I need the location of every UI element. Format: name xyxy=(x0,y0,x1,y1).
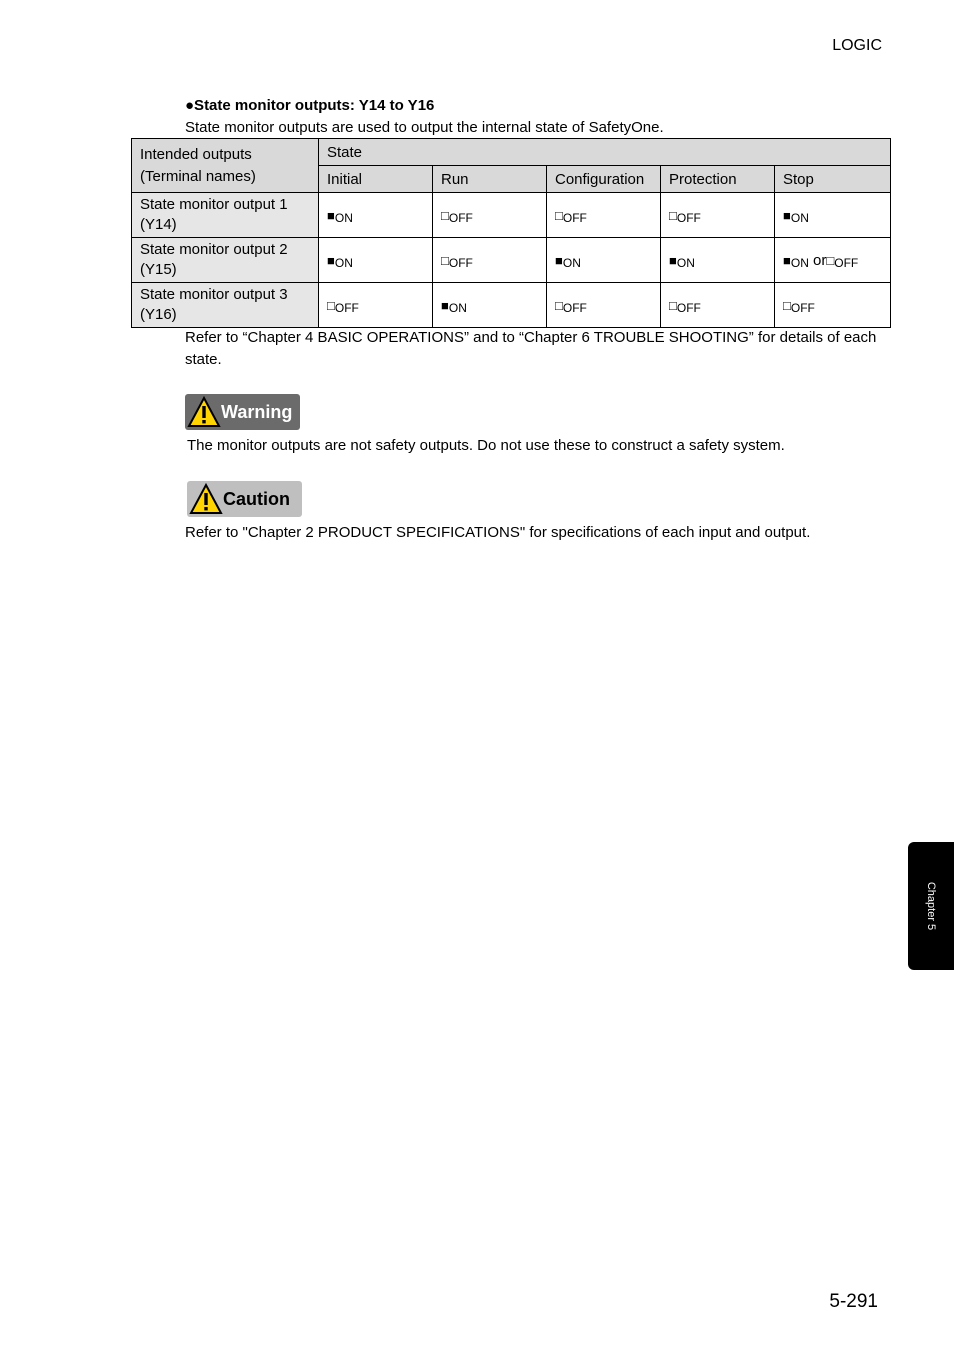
state-symbol: ■ xyxy=(441,297,449,313)
intro-text: State monitor outputs are used to output the internal state of SafetyOne. xyxy=(185,119,664,136)
state-symbol: □ xyxy=(441,207,449,223)
state-value: ON xyxy=(334,255,353,270)
state-value: OFF xyxy=(562,300,587,315)
warning-text: The monitor outputs are not safety outputs. Do not use these to construct a safety system. xyxy=(187,437,785,454)
page-number: 5-291 xyxy=(829,1291,878,1312)
table-row xyxy=(132,283,891,328)
row-label-line-1: State monitor output 3 xyxy=(140,286,288,303)
state-cell xyxy=(433,283,547,328)
state-cell xyxy=(547,283,661,328)
table-row xyxy=(132,193,891,238)
row-label-line-1: State monitor output 1 xyxy=(140,196,288,213)
row-label-line-2: (Y15) xyxy=(140,261,177,278)
state-cell xyxy=(661,193,775,238)
row-label-line-2: (Y16) xyxy=(140,306,177,323)
state-value: ON xyxy=(562,255,581,270)
state-cell xyxy=(661,238,775,283)
state-monitor-table xyxy=(131,138,891,328)
column-header-protection: Protection xyxy=(661,166,775,193)
state-symbol: ■ xyxy=(783,252,791,268)
row-label xyxy=(132,193,319,238)
state-symbol: ■ xyxy=(669,252,677,268)
row-label xyxy=(132,238,319,283)
state-value: OFF xyxy=(676,300,701,315)
row-header-line-1: Intended outputs xyxy=(140,145,252,163)
column-header-initial: Initial xyxy=(319,166,433,193)
state-value: OFF xyxy=(448,255,473,270)
state-symbol: ■ xyxy=(783,207,791,223)
state-value: ON xyxy=(334,210,353,225)
state-symbol: □ xyxy=(441,252,449,268)
state-cell xyxy=(319,193,433,238)
section-title: ●State monitor outputs: Y14 to Y16 xyxy=(185,97,435,114)
refer-text: Refer to “Chapter 4 BASIC OPERATIONS” and to “Chapter 6 TROUBLE SHOOTING” for details of each state. xyxy=(185,329,877,368)
state-value: ON xyxy=(790,210,809,225)
caution-badge xyxy=(187,481,302,517)
warning-label: Warning xyxy=(221,401,293,422)
state-cell xyxy=(319,238,433,283)
state-symbol: □ xyxy=(669,297,677,313)
column-header-stop: Stop xyxy=(775,166,891,193)
state-symbol: □ xyxy=(826,252,835,268)
row-label xyxy=(132,283,319,328)
state-cell xyxy=(661,283,775,328)
chapter-tab-label: Chapter 5 xyxy=(925,881,937,931)
caution-label: Caution xyxy=(223,488,290,509)
caution-triangle-icon xyxy=(189,483,223,515)
state-cell xyxy=(547,193,661,238)
state-cell xyxy=(547,238,661,283)
state-symbol: □ xyxy=(327,297,335,313)
row-header-line-2: (Terminal names) xyxy=(140,167,256,185)
chapter-tab[interactable] xyxy=(908,842,954,970)
state-cell xyxy=(433,238,547,283)
state-symbol: □ xyxy=(555,207,563,223)
row-label-line-1: State monitor output 2 xyxy=(140,241,288,258)
state-group-header: State xyxy=(319,139,891,166)
warning-triangle-icon xyxy=(187,396,221,428)
column-header-configuration: Configuration xyxy=(547,166,661,193)
state-value: ON xyxy=(448,300,467,315)
row-header-cell xyxy=(132,139,319,193)
state-cell xyxy=(775,283,891,328)
caution-text: Refer to "Chapter 2 PRODUCT SPECIFICATIONS" for specifications of each input and output. xyxy=(185,524,811,541)
state-symbol: □ xyxy=(669,207,677,223)
state-value: OFF xyxy=(334,300,359,315)
state-symbol: ■ xyxy=(555,252,563,268)
state-symbol: □ xyxy=(555,297,563,313)
warning-badge xyxy=(185,394,300,430)
state-cell xyxy=(775,238,891,283)
column-header-run: Run xyxy=(433,166,547,193)
state-value: ON xyxy=(790,255,809,270)
state-value: OFF xyxy=(790,300,815,315)
state-value: OFF xyxy=(834,255,859,270)
state-symbol: ■ xyxy=(327,252,335,268)
state-value: OFF xyxy=(562,210,587,225)
state-symbol: □ xyxy=(783,297,791,313)
state-cell xyxy=(433,193,547,238)
state-cell xyxy=(319,283,433,328)
state-value: ON xyxy=(676,255,695,270)
state-cell xyxy=(775,193,891,238)
state-value: OFF xyxy=(676,210,701,225)
table-row xyxy=(132,238,891,283)
or-text: or xyxy=(808,251,827,269)
section-header: LOGIC xyxy=(832,37,882,54)
state-value: OFF xyxy=(448,210,473,225)
state-symbol: ■ xyxy=(327,207,335,223)
row-label-line-2: (Y14) xyxy=(140,216,177,233)
